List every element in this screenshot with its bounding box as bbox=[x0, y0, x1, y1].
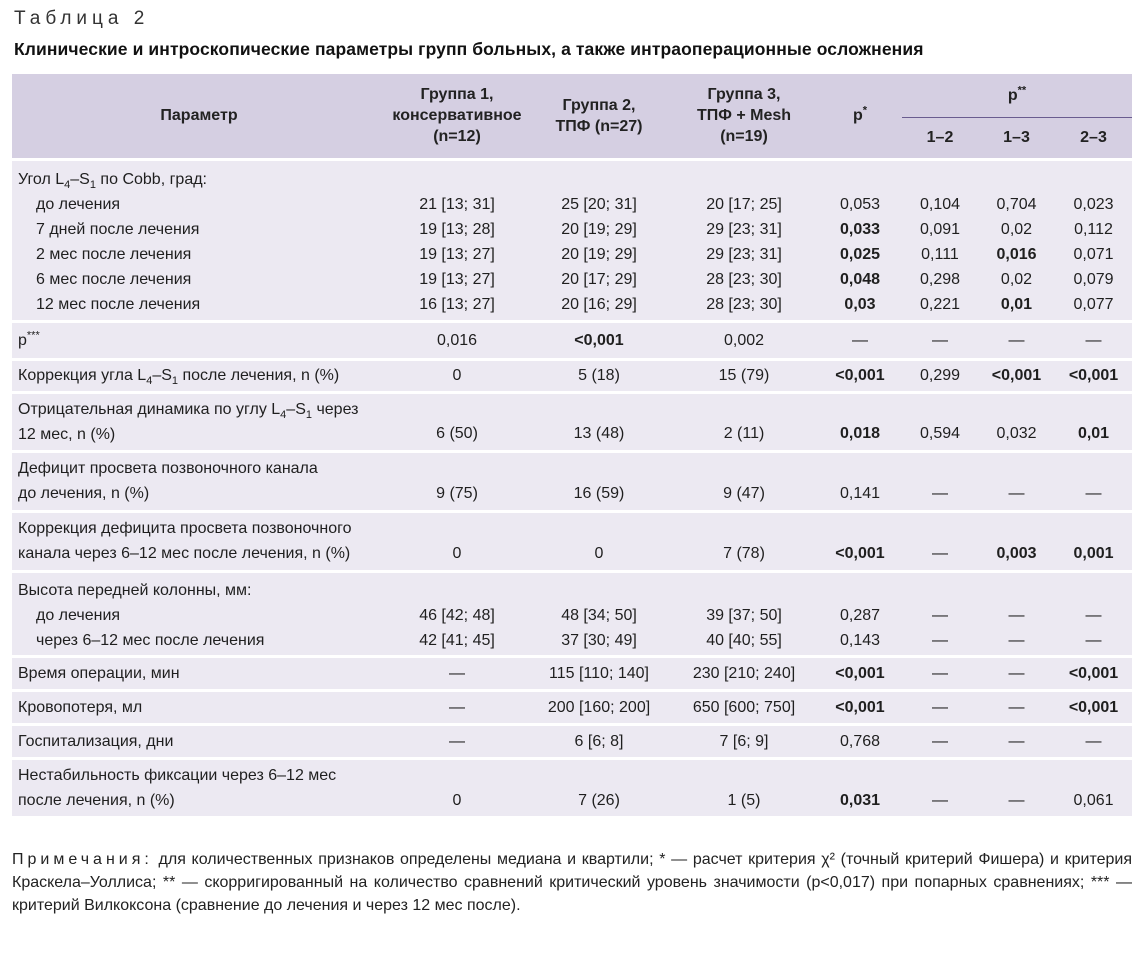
table-notes: Примечания: для количественных признаков определены медиана и квартили; * — расчет критерия χ² (точный критерий Фишера) и критерия Краскела–Уоллиса; ** — скорригированный на количество сравнений критический уровень значимости (p<0,017) при попарных сравнениях; *** — критерий Вилкоксона (сравнение до лечения и через 12 мес после). bbox=[12, 851, 1132, 914]
cobb-label: Угол $L_4-S_1$ по Cobb, град: bbox=[12, 159, 1132, 192]
table-row: Время операции, мин — 115 [110; 140] 230 [210; 240] <0,001 — — <0,001 bbox=[12, 656, 1132, 690]
table-row: 7 дней после лечения 19 [13; 28] 20 [19; 29] 29 [23; 31] 0,033 0,091 0,02 0,112 bbox=[12, 217, 1132, 242]
header-pairwise-p: p** bbox=[902, 74, 1132, 117]
header-group2: Группа 2, ТПФ (n=27) bbox=[528, 74, 670, 159]
table-row: до лечения 46 [42; 48] 48 [34; 50] 39 [37; 50] 0,287 — — — bbox=[12, 603, 1132, 628]
table-row: p*** 0,016 <0,001 0,002 — — — — bbox=[12, 321, 1132, 359]
table-number: Таблица 2 bbox=[14, 8, 150, 29]
table-row: Отрицательная динамика по углу $L_4-S_1$ через 12 мес, n (%) 6 (50) 13 (48) 2 (11) 0,018 0,594 0,032 0,01 bbox=[12, 392, 1132, 451]
table-row: через 6–12 мес после лечения 42 [41; 45] 37 [30; 49] 40 [40; 55] 0,143 — — — bbox=[12, 628, 1132, 656]
table-row: 6 мес после лечения 19 [13; 27] 20 [17; 29] 28 [23; 30] 0,048 0,298 0,02 0,079 bbox=[12, 267, 1132, 292]
header-group1: Группа 1, консервативное (n=12) bbox=[386, 74, 528, 159]
table-row: 2 мес после лечения 19 [13; 27] 20 [19; 29] 29 [23; 31] 0,025 0,111 0,016 0,071 bbox=[12, 242, 1132, 267]
header-p: p* bbox=[818, 74, 902, 159]
table-row: Дефицит просвета позвоночного канала до лечения, n (%) 9 (75) 16 (59) 9 (47) 0,141 — — — bbox=[12, 451, 1132, 511]
table-row: Госпитализация, дни — 6 [6; 8] 7 [6; 9] 0,768 — — — bbox=[12, 724, 1132, 758]
header-2-3: 2–3 bbox=[1055, 117, 1132, 159]
results-table bbox=[12, 74, 1132, 816]
header-param: Параметр bbox=[12, 74, 386, 159]
header-1-2: 1–2 bbox=[902, 117, 978, 159]
height-label: Высота передней колонны, мм: bbox=[12, 571, 1132, 603]
table-title: Клинические и интроскопические параметры групп больных, а также интраоперационные осложнения bbox=[14, 39, 924, 59]
header-1-3: 1–3 bbox=[978, 117, 1055, 159]
header-group3: Группа 3, ТПФ + Mesh (n=19) bbox=[670, 74, 818, 159]
table-row: до лечения 21 [13; 31] 25 [20; 31] 20 [17; 25] 0,053 0,104 0,704 0,023 bbox=[12, 192, 1132, 217]
table-row: Кровопотеря, мл — 200 [160; 200] 650 [600; 750] <0,001 — — <0,001 bbox=[12, 690, 1132, 724]
table-row: Коррекция угла $L_4-S_1$ после лечения, n (%) 0 5 (18) 15 (79) <0,001 0,299 <0,001 <0,001 bbox=[12, 359, 1132, 392]
table-row: 12 мес после лечения 16 [13; 27] 20 [16; 29] 28 [23; 30] 0,03 0,221 0,01 0,077 bbox=[12, 292, 1132, 321]
table-row: Нестабильность фиксации через 6–12 мес после лечения, n (%) 0 7 (26) 1 (5) 0,031 — — 0,061 bbox=[12, 758, 1132, 816]
table-row: Коррекция дефицита просвета позвоночного канала через 6–12 мес после лечения, n (%) 0 0 7 (78) <0,001 — 0,003 0,001 bbox=[12, 511, 1132, 571]
